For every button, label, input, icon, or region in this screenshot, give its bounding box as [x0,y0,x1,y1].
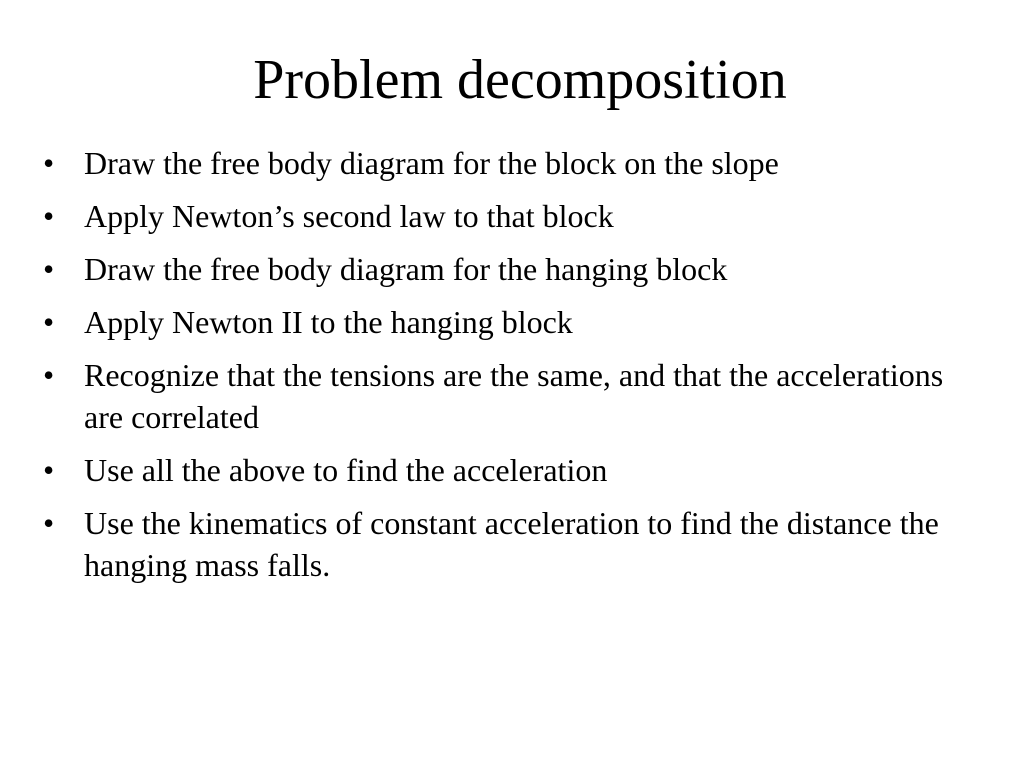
bullet-icon: • [43,198,55,234]
bullet-text: Apply Newton’s second law to that block [84,198,614,234]
bullet-item-draw-fbd-slope [40,142,980,184]
bullet-icon: • [43,452,55,488]
bullet-text: Use all the above to find the acceleration [84,452,608,488]
bullet-text: Apply Newton II to the hanging block [84,304,573,340]
bullet-list [40,142,980,597]
bullet-text: Draw the free body diagram for the block on the slope [84,145,779,181]
bullet-icon: • [43,304,55,340]
bullet-text: Draw the free body diagram for the hanging block [84,251,728,287]
slide-title: Problem decomposition [253,49,787,111]
bullet-item-kinematics-distance [40,502,980,586]
bullet-icon: • [43,505,55,541]
bullet-icon: • [43,357,55,393]
bullet-icon: • [43,145,55,181]
bullet-item-apply-newton-block [40,195,980,237]
bullet-item-find-acceleration [40,449,980,491]
bullet-text: Use the kinematics of constant acceleration to find the distance the hanging mass falls. [84,505,939,583]
bullet-item-draw-fbd-hanging [40,248,980,290]
bullet-text: Recognize that the tensions are the same, and that the accelerations are correlated [84,357,944,435]
bullet-item-apply-newton-hanging [40,301,980,343]
bullet-item-recognize-tensions [40,354,980,438]
bullet-icon: • [43,251,55,287]
